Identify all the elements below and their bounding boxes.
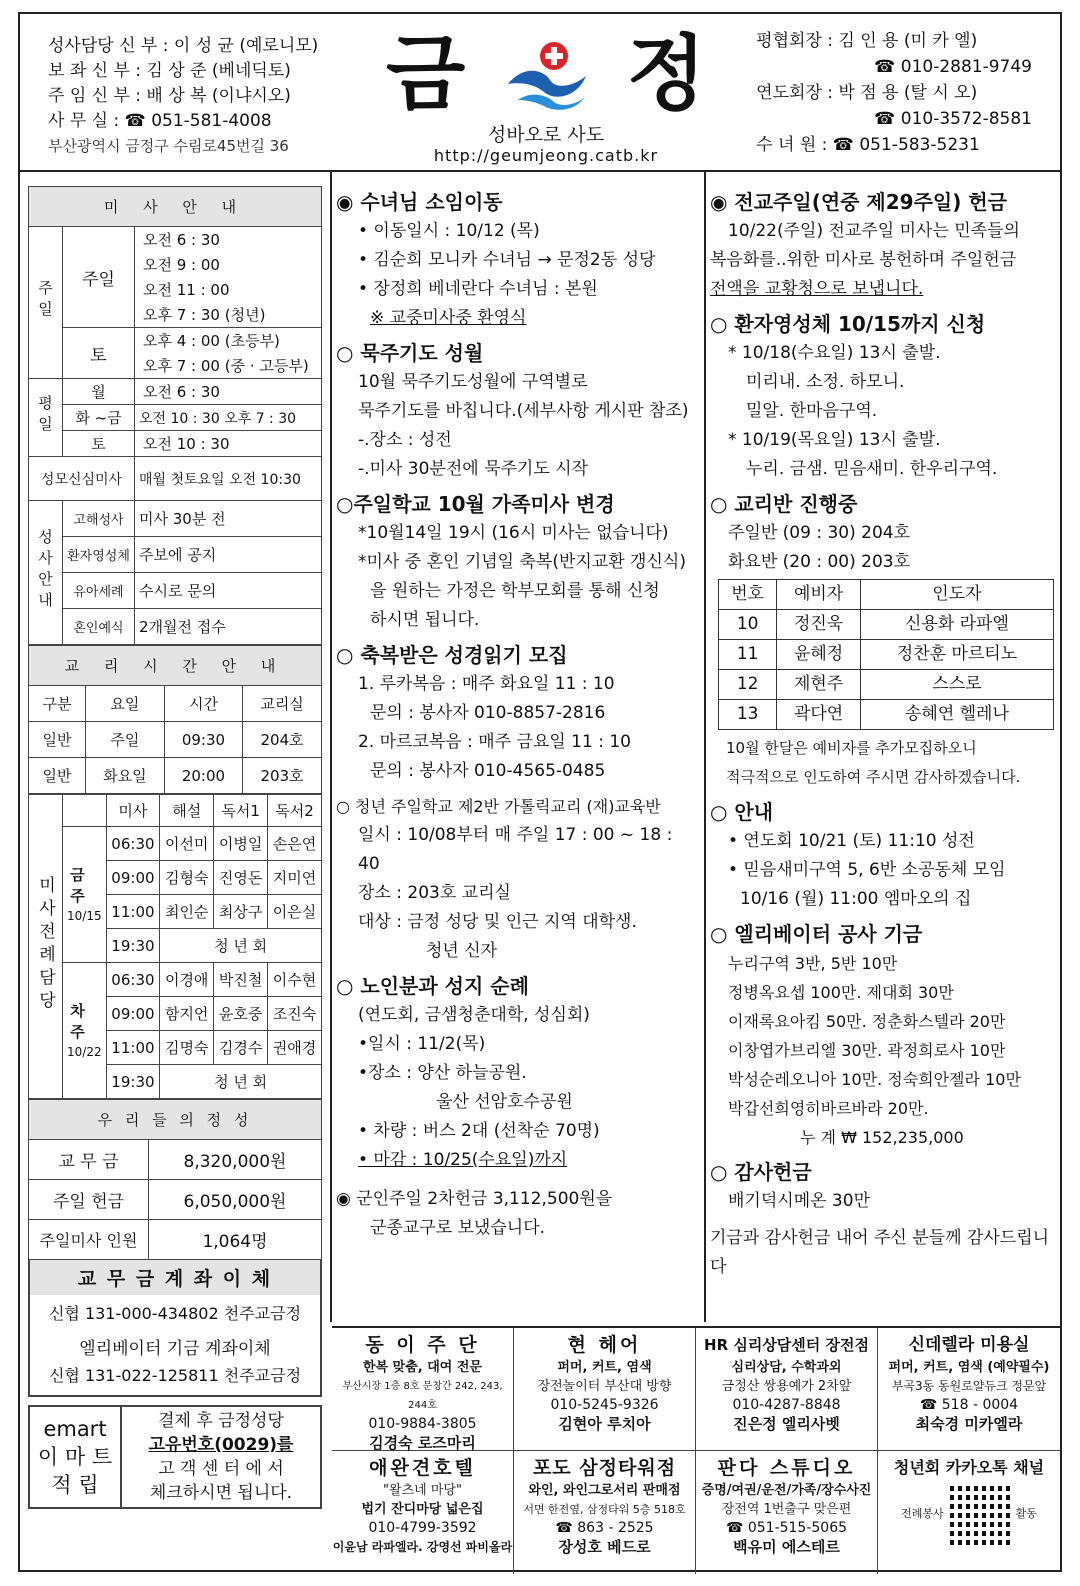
council-info: [756, 28, 1032, 158]
sacrament-name: 혼인예식: [63, 609, 135, 645]
catechumen-cell: 12: [719, 670, 777, 700]
mass-schedule-table: [28, 186, 322, 645]
notice-line: • 연도회 10/21 (토) 11:10 성전: [728, 831, 975, 851]
ad-name: 판다 스튜디오: [717, 1457, 856, 1479]
elevator-account-number: 신협 131-022-125811 천주교금정: [48, 1366, 302, 1385]
sacrament-desc: 주보에 공지: [135, 537, 322, 573]
rosary-line: -.미사 30분전에 묵주기도 시작: [358, 459, 589, 479]
sacrament-desc: 미사 30분 전: [135, 501, 322, 537]
ad-card: [696, 1451, 878, 1574]
ministry-cell: 19:30: [106, 1065, 160, 1099]
ad-phone: ☎ 051-515-5065: [725, 1520, 848, 1536]
catechism-table: [28, 645, 322, 794]
catechumen-cell: 정진욱: [777, 610, 861, 640]
mass-time: 오전 6 : 30: [135, 379, 322, 405]
ministry-cell: 윤호중: [214, 997, 268, 1031]
offering-table: [28, 1099, 322, 1260]
bulletin-frame: [18, 12, 1062, 1572]
elevator-donor: 이재록요아킴 50만. 정춘화스텔라 20만: [728, 1012, 1006, 1031]
ministry-cell: 06:30: [106, 963, 160, 997]
catechumen-cell: 정찬훈 마르티노: [860, 640, 1053, 670]
ministry-cell: 박진철: [214, 963, 268, 997]
ministry-cell: 19:30: [106, 929, 160, 963]
patient-line: 미리내. 소정. 하모니.: [746, 372, 905, 392]
ad-phone: ☎ 518 - 0004: [919, 1397, 1019, 1413]
ads-grid: [332, 1326, 1062, 1572]
ministry-cell: 권애경: [268, 1031, 322, 1065]
mission-sunday-title: ◉ 전교주일(연중 제29주일) 헌금: [710, 190, 1007, 214]
ministry-header: 미사: [106, 795, 160, 827]
ad-card: [878, 1451, 1060, 1574]
youth-class-title: ○ 청년 주일학교 제2반 가톨릭교리 (재)교육반: [336, 797, 661, 816]
ad-line: 장전역 1번출구 맞은편: [721, 1502, 852, 1517]
patient-line: * 10/19(목요일) 13시 출발.: [728, 430, 941, 450]
ministry-cell: 11:00: [106, 895, 160, 929]
ad-line: 증명/여권/운전/가족/장수사진: [701, 1483, 872, 1498]
ad-card: [514, 1328, 696, 1451]
right-column: [710, 182, 1056, 1282]
pilgrimage-deadline: • 마감 : 10/25(수요일)까지: [358, 1150, 568, 1170]
ad-line: 부산시장 1층 8호 문창간 242, 243, 244호: [342, 1381, 503, 1411]
weekday-label: 월: [63, 379, 135, 405]
patient-communion-title: ○ 환자영성체 10/15까지 신청: [710, 312, 986, 336]
catechism-cell: 20:00: [164, 758, 242, 794]
catechism-cell: 주일: [86, 722, 165, 758]
school-line: *10월14일 19시 (16시 미사는 없습니다): [358, 523, 669, 543]
mass-time: 오후 7 : 30 (청년): [135, 302, 322, 328]
ministry-cell: 이은실: [268, 895, 322, 929]
ad-card: [514, 1451, 696, 1574]
ad-line: 전례봉사: [901, 1506, 944, 1520]
column-divider: [704, 172, 706, 1322]
ad-card: [696, 1328, 878, 1451]
mission-line: 10/22(주일) 전교주일 미사는 민족들의: [728, 221, 1020, 241]
ad-name: 청년회 카카오톡 채널: [893, 1458, 1045, 1477]
ad-card: [332, 1451, 514, 1574]
catechism-header: 교리실: [243, 686, 322, 722]
office-phone: 사 무 실 : ☎ 051-581-4008: [48, 111, 272, 131]
emart-label: emart 이 마 트 적 립: [29, 1406, 121, 1508]
rosary-line: 묵주기도를 바칩니다.(세부사항 게시판 참조): [358, 401, 689, 421]
column-divider: [330, 172, 332, 1322]
ministry-cell: 이수현: [268, 963, 322, 997]
ad-line: 퍼머, 커트, 염색 (예약필수): [888, 1360, 1050, 1375]
sunday-label: 주일: [63, 227, 135, 328]
ad-line: 장전놀이터 부산대 방향: [537, 1379, 672, 1394]
youth-line: 일시 : 10/08부터 매 주일 17 : 00 ~ 18 : 40: [358, 825, 673, 874]
bible-line: 2. 마르코복음 : 매주 금요일 11 : 10: [358, 732, 631, 752]
sacrament-name: 고해성사: [63, 501, 135, 537]
youth-line: 장소 : 203호 교리실: [358, 883, 511, 903]
ad-phone: ☎ 863 - 2525: [555, 1520, 654, 1536]
notice-line: • 믿음새미구역 5, 6반 소공동체 모임: [728, 860, 1006, 880]
school-line: 하시면 됩니다.: [370, 610, 480, 630]
mass-time: 오전 10 : 30 오후 7 : 30: [135, 405, 322, 431]
council-phone: ☎ 010-2881-9749: [874, 57, 1032, 77]
catechism-cell: 일반: [29, 758, 86, 794]
offering-label: 주일미사 인원: [29, 1220, 149, 1260]
ad-line: 와인, 와인그로서리 판매점: [528, 1483, 681, 1498]
weekday-group: 평일: [29, 379, 63, 457]
ministry-cell: 조진숙: [268, 997, 322, 1031]
ministry-group: 미사전례담당: [29, 795, 63, 1099]
council-line: 평협회장 : 김 인 용 (미 카 엘): [756, 31, 978, 51]
ad-name: 포도 삼정타워점: [532, 1457, 677, 1479]
sacrament-group: 성사안내: [29, 501, 63, 645]
pilgrimage-line: (연도회, 금샘청춘대학, 성심회): [358, 1005, 590, 1025]
parish-name: 성바오로 사도: [487, 124, 605, 146]
catechumen-cell: 스스로: [860, 670, 1053, 700]
emart-box: [28, 1405, 322, 1509]
ministry-cell: 함지언: [160, 997, 214, 1031]
mass-time: 오후 7 : 00 (중 · 고등부): [135, 353, 322, 379]
clergy-line: 보 좌 신 부 : 김 상 준 (베네딕토): [48, 61, 291, 81]
notice-title: ○ 안내: [710, 800, 774, 824]
catechumen-cell: 13: [719, 700, 777, 730]
ad-line: 법기 잔디마당 넓은집: [361, 1502, 484, 1517]
catechism-cell: 일반: [29, 722, 86, 758]
emart-instructions: 결제 후 금정성당 고유번호(0029)를 고 객 센 터 에 서 체크하시면 됩니다.: [121, 1406, 321, 1508]
class-line: 화요반 (20 : 00) 203호: [728, 552, 911, 572]
sacrament-name: 유아세례: [63, 573, 135, 609]
notice-line: 10/16 (월) 11:00 엠마오의 집: [740, 889, 972, 909]
elevator-donor: 누리구역 3반, 5반 10만: [728, 954, 898, 973]
clergy-info: [48, 34, 318, 159]
mass-time: 오전 10 : 30: [135, 431, 322, 457]
sister-item: • 김순희 모니카 수녀님 → 문정2동 성당: [358, 250, 656, 270]
ministry-cell: 이병일: [214, 827, 268, 861]
sacrament-name: 환자영성체: [63, 537, 135, 573]
ministry-cell: 이경애: [160, 963, 214, 997]
youth-line: 청년 신자: [426, 941, 498, 961]
next-week-label: 차주 10/22: [63, 963, 107, 1099]
military-offering: 군종교구로 보냈습니다.: [370, 1218, 546, 1238]
ad-owner: 김경숙 로즈마리: [369, 1434, 476, 1452]
catechism-header: 요일: [86, 686, 165, 722]
ministry-cell: 11:00: [106, 1031, 160, 1065]
bible-line: 1. 루카복음 : 매주 화요일 11 : 10: [358, 674, 615, 694]
clergy-line: 성사담당 신 부 : 이 성 균 (예로니모): [48, 36, 319, 56]
church-address: 부산광역시 금정구 수림로45번길 36: [48, 137, 289, 155]
elevator-donor: 박성순레오니아 10만. 정숙희안젤라 10만: [728, 1070, 1021, 1089]
thanks-offering-title: ○ 감사헌금: [710, 1160, 812, 1184]
convent-phone: 수 녀 원 : ☎ 051-583-5231: [756, 135, 980, 155]
heart-mass-label: 성모신심미사: [29, 457, 135, 501]
ad-line: 활동: [1015, 1506, 1037, 1520]
ad-name: HR 심리상담센터 장전점: [704, 1336, 869, 1354]
account-box: [28, 1260, 322, 1397]
parish-url[interactable]: http://geumjeong.catb.kr: [433, 146, 659, 165]
ad-name: 현 헤어: [567, 1334, 642, 1356]
offering-value: 8,320,000원: [149, 1140, 322, 1180]
ad-line: 퍼머, 커트, 염색: [557, 1360, 652, 1375]
elevator-total: 누 계 ₩ 152,235,000: [800, 1128, 964, 1147]
sacrament-desc: 2개월전 접수: [135, 609, 322, 645]
ministry-cell: 김명숙: [160, 1031, 214, 1065]
class-line: 주일반 (09 : 30) 204호: [728, 523, 911, 543]
account-title: 교 무 금 계 좌 이 체: [30, 1260, 320, 1295]
mission-line: 복음화를..위한 미사로 봉헌하며 주일헌금: [710, 250, 1017, 270]
ad-name: 동 이 주 단: [365, 1334, 480, 1356]
offering-title: 우 리 들 의 정 성: [29, 1100, 322, 1140]
patient-line: * 10/18(수요일) 13시 출발.: [728, 343, 941, 363]
catechumen-cell: 11: [719, 640, 777, 670]
catechumen-cell: 윤혜정: [777, 640, 861, 670]
catechism-class-title: ○ 교리반 진행중: [710, 492, 858, 516]
offering-label: 교 무 금: [29, 1140, 149, 1180]
qr-code-icon[interactable]: [950, 1485, 1010, 1545]
title-char-left: 금: [386, 26, 466, 122]
council-phone: ☎ 010-3572-8581: [874, 109, 1032, 129]
ad-name: 신데렐라 미용실: [908, 1335, 1030, 1355]
ministry-cell: 최상구: [214, 895, 268, 929]
ad-owner: 진은정 엘리사벳: [733, 1415, 840, 1433]
youth-line: 대상 : 금정 성당 및 인근 지역 대학생.: [358, 912, 637, 932]
mission-line: 전액을 교황청으로 보냅니다.: [710, 279, 924, 299]
ministry-cell: 06:30: [106, 827, 160, 861]
pilgrimage-line: 울산 선암호수공원: [436, 1092, 573, 1112]
mass-title: 미 사 안 내: [29, 187, 322, 227]
military-offering: ◉ 군인주일 2차헌금 3,112,500원을: [336, 1189, 613, 1209]
closing-thanks: 기금과 감사헌금 내어 주신 분들께 감사드립니다: [710, 1228, 1050, 1277]
ad-line: 한복 맞춤, 대여 전문: [363, 1360, 482, 1375]
patient-line: 누리. 금샘. 믿음새미. 한우리구역.: [746, 459, 998, 479]
middle-column: [336, 182, 698, 1243]
ministry-cell: 손은연: [268, 827, 322, 861]
ministry-table: [28, 794, 322, 1099]
ad-owner: 최숙경 미카엘라: [915, 1415, 1023, 1433]
rosary-line: -.장소 : 성전: [358, 430, 452, 450]
ad-phone: 010-9884-3805: [368, 1416, 477, 1432]
sister-item: ※ 교중미사중 환영식: [370, 308, 527, 328]
rosary-line: 10월 묵주기도성월에 구역별로: [358, 372, 588, 392]
elevator-donor: 정병옥요셉 100만. 제대회 30만: [728, 983, 954, 1002]
ministry-cell: 최인순: [160, 895, 214, 929]
ministry-header: 독서1: [214, 795, 268, 827]
ad-phone: 010-4287-8848: [732, 1397, 841, 1413]
elevator-account-title: 엘리베이터 기금 계좌이체: [79, 1339, 271, 1359]
ministry-cell: 09:00: [106, 997, 160, 1031]
title-char-right: 정: [626, 26, 706, 122]
catechumen-cell: 곽다연: [777, 700, 861, 730]
ministry-cell: 김형숙: [160, 861, 214, 895]
ministry-corner: [63, 795, 107, 827]
ministry-header: 독서2: [268, 795, 322, 827]
catechism-cell: 09:30: [164, 722, 242, 758]
ministry-cell: 김경수: [214, 1031, 268, 1065]
ministry-header: 해설: [160, 795, 214, 827]
bible-line: 문의 : 봉사자 010-8857-2816: [370, 703, 606, 723]
catechumen-cell: 신용화 라파엘: [860, 610, 1053, 640]
sacrament-desc: 수시로 문의: [135, 573, 322, 609]
elevator-donor: 박갑선희영히바르바라 20만.: [728, 1099, 929, 1118]
ad-owner: 백유미 에스테르: [733, 1538, 840, 1556]
weekday-label: 토: [63, 431, 135, 457]
weekday-label: 화 ~금: [63, 405, 135, 431]
catechism-cell: 204호: [243, 722, 322, 758]
catechumen-header: 예비자: [777, 580, 861, 610]
masthead: [386, 28, 706, 168]
ad-card: [332, 1328, 514, 1451]
offering-value: 6,050,000원: [149, 1180, 322, 1220]
mass-time: 오전 6 : 30: [135, 227, 322, 253]
pilgrimage-line: •장소 : 양산 하늘공원.: [358, 1063, 527, 1083]
account-number: 신협 131-000-434802 천주교금정: [48, 1304, 302, 1323]
catechism-cell: 화요일: [86, 758, 165, 794]
catechumen-cell: 송혜연 헬레나: [860, 700, 1053, 730]
ad-card: [878, 1328, 1060, 1451]
parish-logo-icon: [504, 40, 590, 112]
ad-line: 금정산 쌍용예가 2차앞: [721, 1379, 852, 1394]
mass-time: 오전 9 : 00: [135, 252, 322, 277]
elevator-fund-title: ○ 엘리베이터 공사 기금: [710, 922, 923, 946]
council-line: 연도회장 : 박 점 용 (탈 시 오): [756, 83, 978, 103]
ad-owner: 김현아 루치아: [558, 1415, 651, 1433]
pilgrimage-line: •일시 : 11/2(목): [358, 1034, 486, 1054]
bible-reading-title: ○ 축복받은 성경읽기 모집: [336, 643, 568, 667]
ad-line: 서면 한전옆, 삼정타워 5층 518호: [523, 1503, 686, 1516]
ad-phone: 010-4799-3592: [368, 1520, 477, 1536]
ministry-cell: 진영돈: [214, 861, 268, 895]
ministry-cell: 이선미: [160, 827, 214, 861]
ad-line: "왈츠네 마당": [383, 1483, 462, 1498]
catechism-title: 교 리 시 간 안 내: [29, 646, 322, 686]
catechumen-header: 인도자: [860, 580, 1053, 610]
bulletin-header: [20, 14, 1060, 172]
ministry-youth: 청 년 회: [160, 929, 322, 963]
catechism-header: 시간: [164, 686, 242, 722]
catechism-header: 구분: [29, 686, 86, 722]
rosary-title: ○ 묵주기도 성월: [336, 341, 484, 365]
sunday-school-title: ○주일학교 10월 가족미사 변경: [336, 492, 615, 516]
saturday-label: 토: [63, 328, 135, 379]
ad-name: 애완견호텔: [369, 1457, 476, 1479]
heart-mass-time: 매월 첫토요일 오전 10:30: [135, 457, 322, 501]
mass-time: 오후 4 : 00 (초등부): [135, 328, 322, 354]
ad-owner: 장성호 베드로: [558, 1538, 651, 1556]
class-note: 적극적으로 인도하여 주시면 감사하겠습니다.: [726, 768, 1021, 786]
school-line: *미사 중 혼인 기념일 축복(반지교환 갱신식): [358, 552, 686, 572]
catechumen-cell: 10: [719, 610, 777, 640]
school-line: 을 원하는 가정은 학부모회를 통해 신청: [370, 581, 660, 601]
patient-line: 밀알. 한마음구역.: [746, 401, 878, 421]
bible-line: 문의 : 봉사자 010-4565-0485: [370, 761, 606, 781]
ad-owner: 이윤남 라파엘라. 강영선 파비올라: [332, 1540, 513, 1554]
catechumen-table: [718, 579, 1054, 730]
catechism-cell: 203호: [243, 758, 322, 794]
left-column: [28, 186, 322, 1509]
clergy-line: 주 임 신 부 : 배 상 복 (이냐시오): [48, 86, 291, 106]
thanks-donor: 배기덕시메온 30만: [728, 1191, 870, 1211]
offering-label: 주일 헌금: [29, 1180, 149, 1220]
catechumen-cell: 제현주: [777, 670, 861, 700]
ministry-cell: 지미연: [268, 861, 322, 895]
this-week-label: 금주 10/15: [63, 827, 107, 963]
sunday-group: 주일: [29, 227, 63, 379]
catechumen-header: 번호: [719, 580, 777, 610]
pilgrimage-line: • 차량 : 버스 2대 (선착순 70명): [358, 1121, 600, 1141]
ministry-cell: 09:00: [106, 861, 160, 895]
ad-line: 부곡3동 동원로얄듀크 정문앞: [891, 1379, 1047, 1393]
pilgrimage-title: ○ 노인분과 성지 순례: [336, 974, 529, 998]
sister-transfer-title: ◉ 수녀님 소임이동: [336, 190, 503, 214]
ministry-youth: 청 년 회: [160, 1065, 322, 1099]
ad-line: 심리상담, 수학과외: [731, 1360, 842, 1375]
ad-phone: 010-5245-9326: [550, 1397, 659, 1413]
mass-time: 오전 11 : 00: [135, 277, 322, 302]
offering-value: 1,064명: [149, 1220, 322, 1260]
class-note: 10월 한달은 예비자를 추가모집하오니: [726, 739, 977, 757]
elevator-donor: 이창엽가브리엘 30만. 곽정희로사 10만: [728, 1041, 1006, 1060]
sister-item: • 장정희 베네란다 수녀님 : 본원: [358, 279, 598, 299]
sister-item: • 이동일시 : 10/12 (목): [358, 221, 540, 241]
